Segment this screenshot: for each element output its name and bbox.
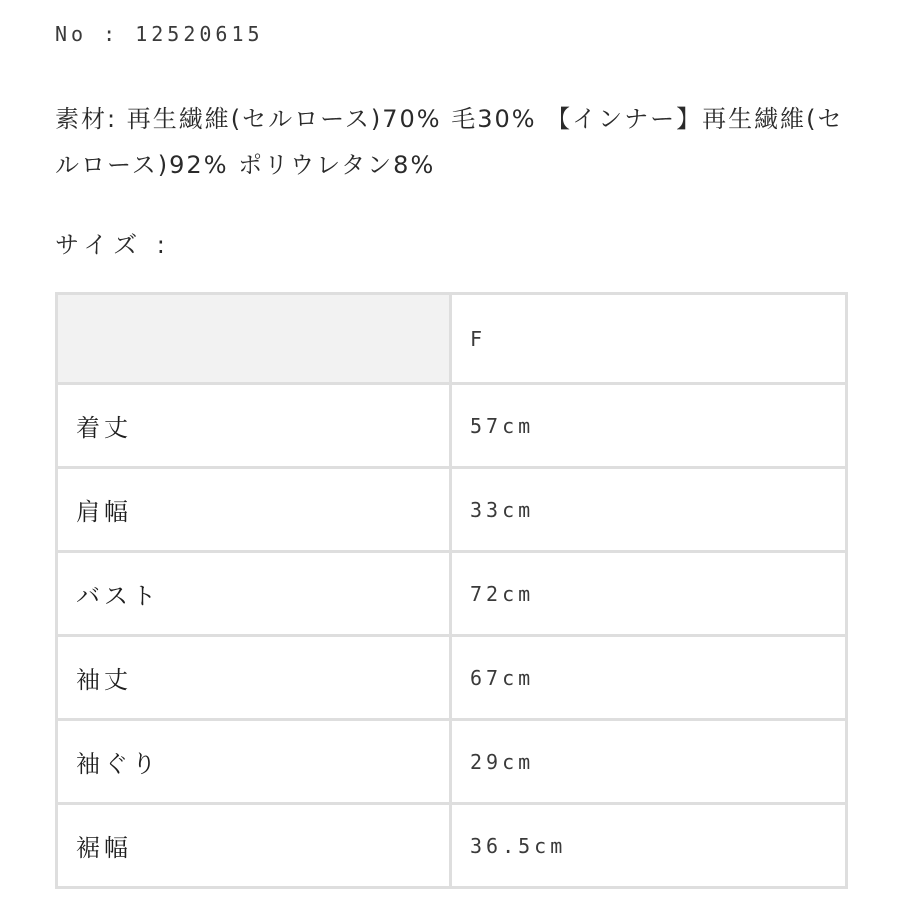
size-table-corner-cell (57, 294, 451, 384)
measurement-value: 33cm (451, 468, 847, 552)
measurement-value: 29cm (451, 720, 847, 804)
size-heading: サイズ : (55, 231, 171, 259)
measurement-label: 裾幅 (57, 804, 451, 888)
measurement-value: 67cm (451, 636, 847, 720)
measurement-label: 袖ぐり (57, 720, 451, 804)
table-row (57, 804, 847, 888)
measurement-label: バスト (57, 552, 451, 636)
table-row (57, 384, 847, 468)
table-row (57, 720, 847, 804)
measurement-label: 袖丈 (57, 636, 451, 720)
measurement-value: 36.5cm (451, 804, 847, 888)
measurement-value: 57cm (451, 384, 847, 468)
measurement-label: 着丈 (57, 384, 451, 468)
size-table-header-row (57, 294, 847, 384)
measurement-label: 肩幅 (57, 468, 451, 552)
size-table (55, 292, 848, 889)
product-number: No : 12520615 (55, 22, 264, 46)
measurement-value: 72cm (451, 552, 847, 636)
table-row (57, 552, 847, 636)
size-column-header: F (451, 294, 847, 384)
table-row (57, 636, 847, 720)
table-row (57, 468, 847, 552)
material-composition: 素材: 再生繊維(セルロース)70% 毛30% 【インナー】再生繊維(セルロース)92% ポリウレタン8% (55, 105, 844, 179)
